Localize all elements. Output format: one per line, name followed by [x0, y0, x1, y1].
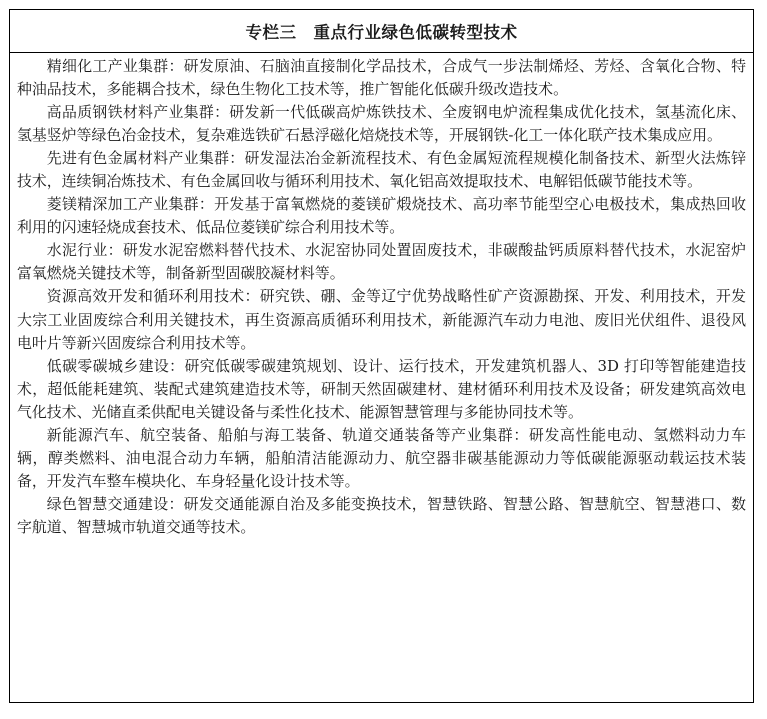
- paragraph-steel: 高品质钢铁材料产业集群：研发新一代低碳高炉炼铁技术、全废钢电炉流程集成优化技术，氢基流化床、氢基竖炉等绿色冶金技术，复杂难选铁矿石悬浮磁化焙烧技术等，开展钢铁-化工一体化联产技术集成应用。: [17, 103, 746, 145]
- paragraph-resource-recycling: 资源高效开发和循环利用技术：研究铁、硼、金等辽宁优势战略性矿产资源勘探、开发、利用技术，开发大宗工业固废综合利用关键技术，再生资源高质循环利用技术，新能源汽车动力电池、废旧光伏组件、退役风电叶片等新兴固废综合利用技术等。: [17, 287, 746, 352]
- paragraph-cement: 水泥行业：研发水泥窑燃料替代技术、水泥窑协同处置固废技术，非碳酸盐钙质原料替代技术，水泥窑炉富氧燃烧关键技术等，制备新型固碳胶凝材料等。: [17, 241, 746, 283]
- paragraph-urban-rural-construction: 低碳零碳城乡建设：研究低碳零碳建筑规划、设计、运行技术，开发建筑机器人、3D 打印等智能建造技术，超低能耗建筑、装配式建筑建造技术等，研制天然固碳建材、建材循环利用技术及设备；研发建筑高效电气化技术、光储直柔供配电关键设备与柔性化技术、能源智慧管理与多能协同技术等。: [17, 356, 746, 421]
- paragraph-nonferrous-metals: 先进有色金属材料产业集群：研发湿法冶金新流程技术、有色金属短流程规模化制备技术、新型火法炼锌技术，连续铜冶炼技术、有色金属回收与循环利用技术、氧化铝高效提取技术、电解铝低碳节能技术等。: [17, 149, 746, 191]
- paragraph-smart-transport: 绿色智慧交通建设：研发交通能源自治及多能变换技术，智慧铁路、智慧公路、智慧航空、智慧港口、数字航道、智慧城市轨道交通等技术。: [17, 494, 746, 536]
- column-title: 专栏三 重点行业绿色低碳转型技术: [10, 10, 753, 53]
- column-content: [10, 53, 753, 539]
- paragraph-magnesite: 菱镁精深加工产业集群：开发基于富氧燃烧的菱镁矿煅烧技术、高功率节能型空心电极技术，集成热回收利用的闪速轻烧成套技术、低品位菱镁矿综合利用技术等。: [17, 195, 746, 237]
- paragraph-new-energy-vehicles: 新能源汽车、航空装备、船舶与海工装备、轨道交通装备等产业集群：研发高性能电动、氢燃料动力车辆，醇类燃料、油电混合动力车辆，船舶清洁能源动力、航空器非碳基能源动力等低碳能源驱动载运技术装备，开发汽车整车模块化、车身轻量化设计技术等。: [17, 425, 746, 490]
- paragraph-fine-chemicals: 精细化工产业集群：研发原油、石脑油直接制化学品技术，合成气一步法制烯烃、芳烃、含氧化合物、特种油品技术，多能耦合技术，绿色生物化工技术等，推广智能化低碳升级改造技术。: [17, 57, 746, 99]
- column-box: [9, 9, 754, 703]
